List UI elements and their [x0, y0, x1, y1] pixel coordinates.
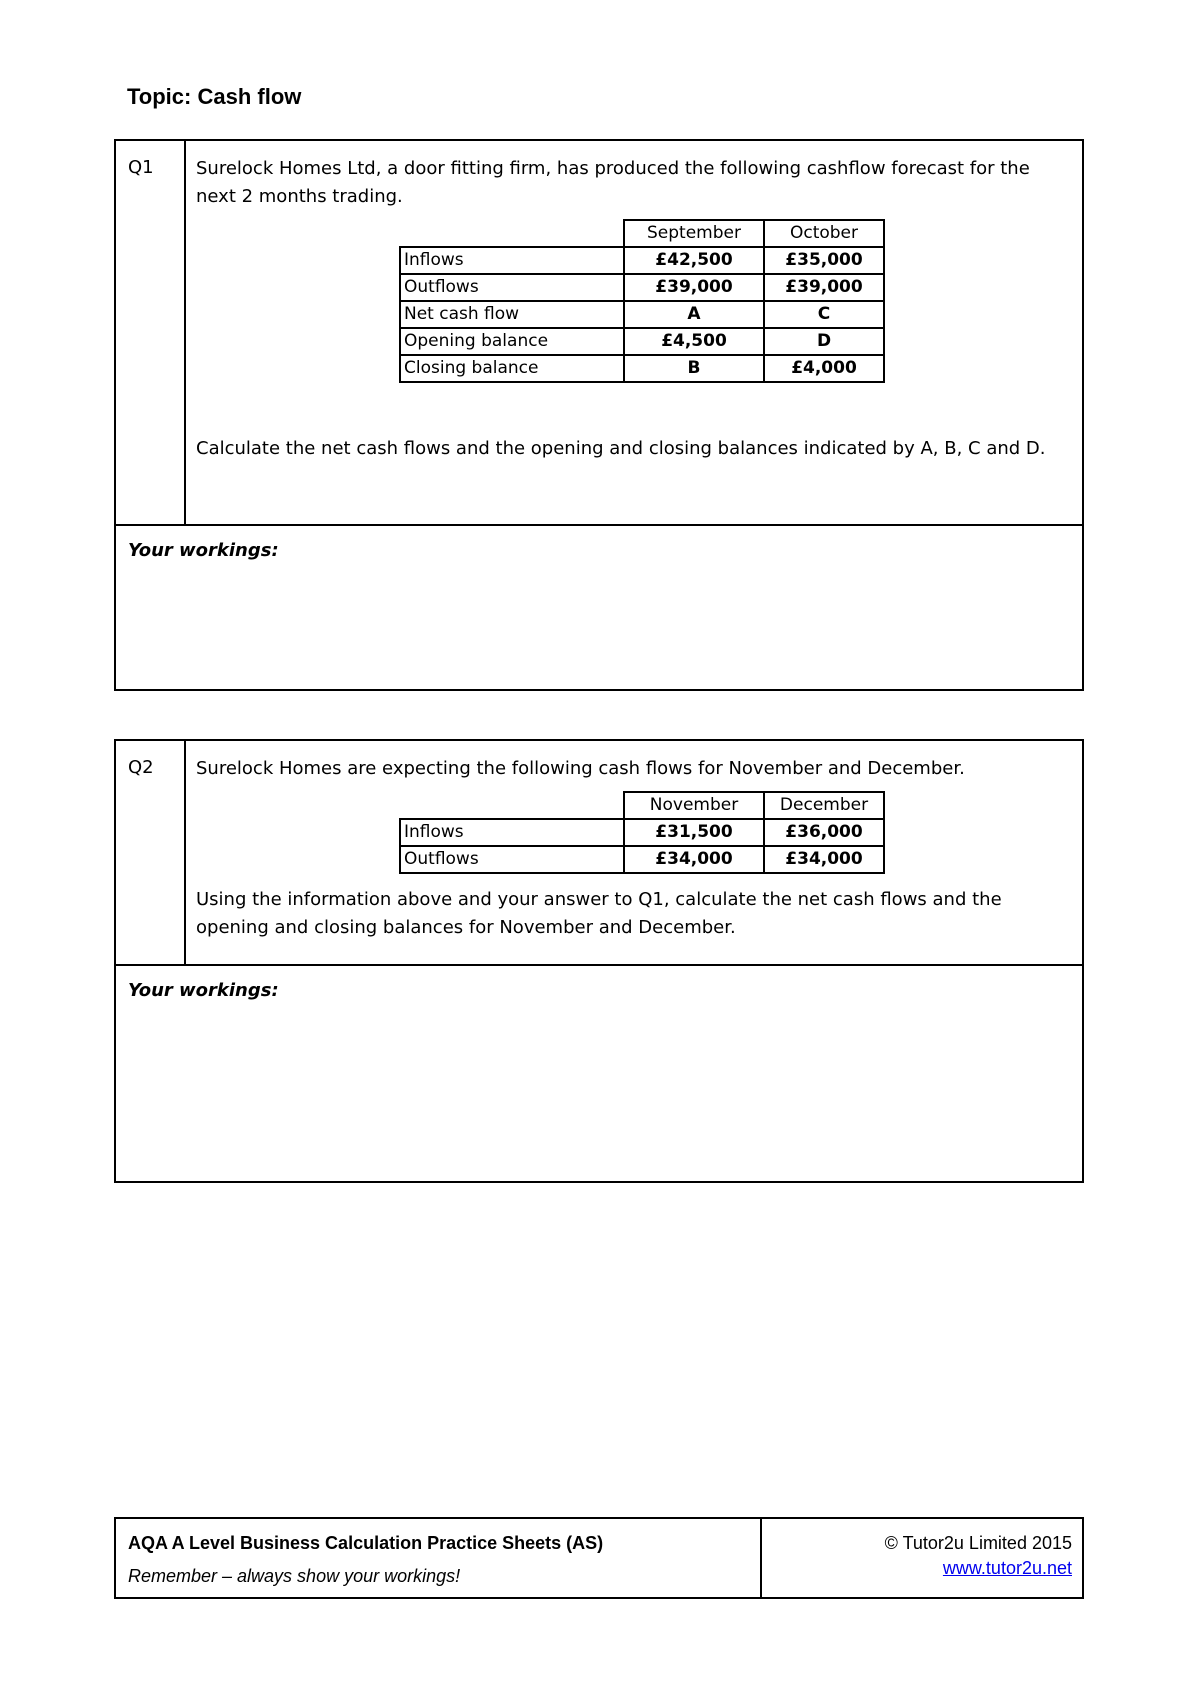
- cell-value: £36,000: [764, 819, 884, 846]
- copyright-text: © Tutor2u Limited 2015: [884, 1533, 1072, 1553]
- table-row: [400, 247, 884, 274]
- footer-note: Remember – always show your workings!: [128, 1566, 461, 1586]
- workings-label: Your workings:: [128, 540, 279, 561]
- cell-value: A: [624, 301, 764, 328]
- table-header-row: [400, 792, 884, 819]
- row-label: Closing balance: [400, 355, 624, 382]
- cell-value: £42,500: [624, 247, 764, 274]
- column-header: October: [764, 220, 884, 247]
- column-header: December: [764, 792, 884, 819]
- cell-value: C: [764, 301, 884, 328]
- cell-value: £4,000: [764, 355, 884, 382]
- question-intro: Surelock Homes are expecting the following cash flows for November and December.: [196, 758, 965, 779]
- cell-value: B: [624, 355, 764, 382]
- question-instruction: Calculate the net cash flows and the opening and closing balances indicated by A, B, C and D.: [196, 438, 1046, 459]
- footer-title: AQA A Level Business Calculation Practice Sheets (AS): [128, 1533, 604, 1553]
- cashflow-table-q2: [399, 791, 885, 874]
- question-1-header: [116, 141, 1082, 526]
- table-row: [400, 301, 884, 328]
- table-row: [400, 819, 884, 846]
- table-header-row: [400, 220, 884, 247]
- question-2-body: [186, 741, 1082, 964]
- table-row: [400, 328, 884, 355]
- cashflow-table-q1: [399, 219, 885, 383]
- footer-right: [762, 1519, 1082, 1597]
- row-label: Inflows: [400, 247, 624, 274]
- row-label: Inflows: [400, 819, 624, 846]
- table-row: [400, 846, 884, 873]
- cell-value: £34,000: [764, 846, 884, 873]
- table-row: [400, 355, 884, 382]
- row-label: Outflows: [400, 846, 624, 873]
- footer-left: [116, 1519, 762, 1597]
- question-1-body: [186, 141, 1082, 524]
- question-number: Q1: [116, 141, 186, 524]
- question-intro: Surelock Homes Ltd, a door fitting firm, has produced the following cashflow forecast for the next 2 months trading.: [196, 158, 1030, 207]
- website-link[interactable]: www.tutor2u.net: [942, 1558, 1072, 1578]
- cell-value: £35,000: [764, 247, 884, 274]
- cell-value: £31,500: [624, 819, 764, 846]
- cell-value: D: [764, 328, 884, 355]
- question-2-header: [116, 741, 1082, 966]
- footer: [114, 1517, 1084, 1599]
- workings-label: Your workings:: [128, 980, 279, 1001]
- column-header: November: [624, 792, 764, 819]
- row-label: Net cash flow: [400, 301, 624, 328]
- cell-value: £39,000: [764, 274, 884, 301]
- row-label: Opening balance: [400, 328, 624, 355]
- row-label: Outflows: [400, 274, 624, 301]
- page-title: Topic: Cash flow: [127, 84, 302, 109]
- question-instruction: Using the information above and your answer to Q1, calculate the net cash flows and the opening and closing balances for November and December.: [196, 889, 1002, 938]
- cell-value: £4,500: [624, 328, 764, 355]
- question-2-box: [114, 739, 1084, 1183]
- question-1-box: [114, 139, 1084, 691]
- cell-value: £34,000: [624, 846, 764, 873]
- column-header: September: [624, 220, 764, 247]
- cell-value: £39,000: [624, 274, 764, 301]
- table-row: [400, 274, 884, 301]
- question-number: Q2: [116, 741, 186, 964]
